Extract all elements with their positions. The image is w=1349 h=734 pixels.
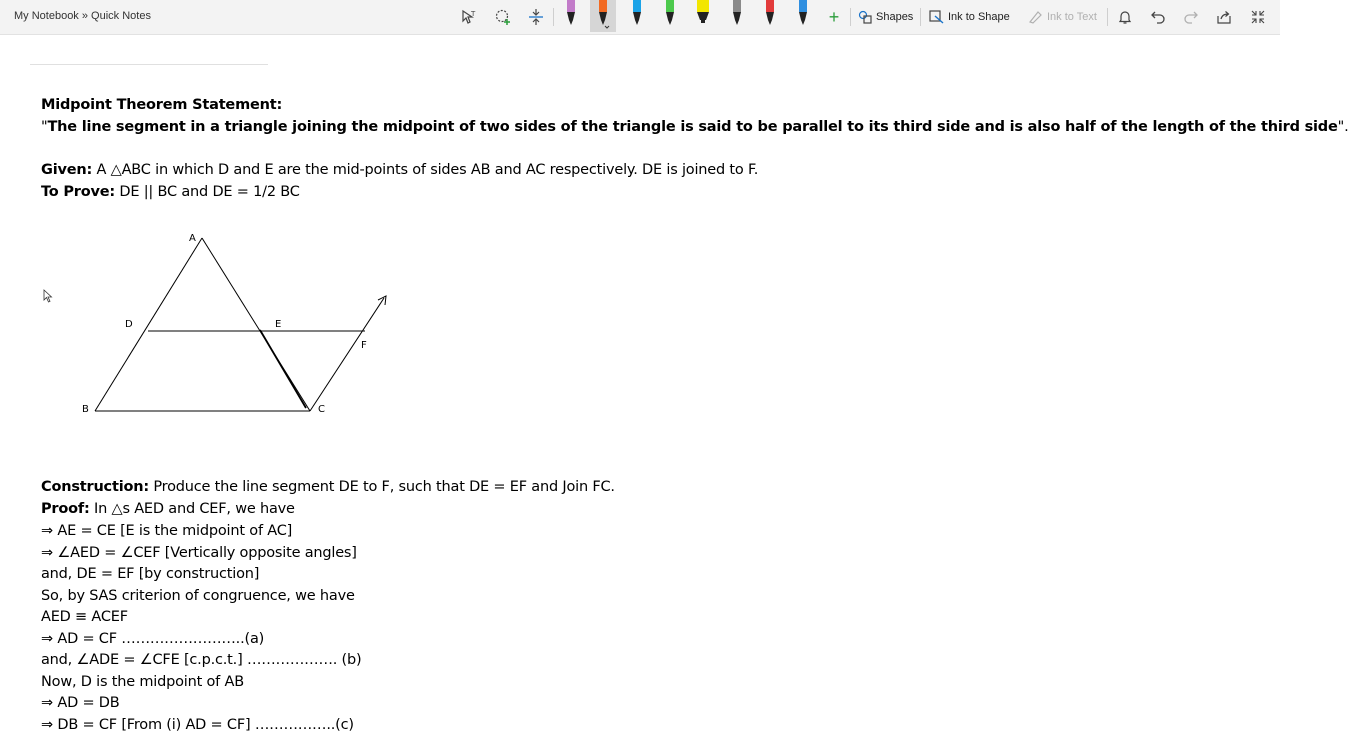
undo-icon[interactable] xyxy=(1147,6,1169,28)
proof-step: and, ∠ADE = ∠CFE [c.p.c.t.] ………………. (b) xyxy=(41,652,362,668)
label-d: D xyxy=(125,319,133,330)
note-page[interactable] xyxy=(0,35,1349,733)
overstroke-ec xyxy=(260,330,306,408)
bell-icon[interactable] xyxy=(1114,6,1136,28)
ink-to-text-label: Ink to Text xyxy=(1047,11,1097,23)
proof-step: ⇒ AD = CF ……………………..(a) xyxy=(41,630,265,647)
label-e: E xyxy=(275,319,282,330)
pen-blue-icon[interactable] xyxy=(790,0,816,32)
proof-step-cut: ⇒ DB = CF [From (i) AD = CF] ……………..(c) xyxy=(41,717,354,733)
svg-text:T: T xyxy=(471,10,476,18)
insert-space-icon[interactable] xyxy=(525,6,547,28)
proof-step: ⇒ ∠AED = ∠CEF [Vertically opposite angles] xyxy=(41,544,357,561)
ink-to-shape-label: Ink to Shape xyxy=(948,11,1010,23)
proof-step: and, DE = EF [by construction] xyxy=(41,566,260,582)
label-b: B xyxy=(82,404,89,415)
proof-step: Now, D is the midpoint of AB xyxy=(41,673,244,690)
breadcrumb[interactable]: My Notebook » Quick Notes xyxy=(14,10,151,22)
side-ab xyxy=(95,238,202,411)
exit-full-screen-icon[interactable] xyxy=(1247,6,1269,28)
construction-line: Construction: Produce the line segment DE to F, such that DE = EF and Join FC. xyxy=(41,479,615,495)
given-line: Given: A △ABC in which D and E are the mid-points of sides AB and AC respectively. DE is joined to F. xyxy=(41,162,759,178)
toolbar xyxy=(0,0,1280,35)
ink-to-text-icon xyxy=(1028,10,1043,24)
ink-to-text-button[interactable] xyxy=(1028,8,1097,26)
share-icon[interactable] xyxy=(1213,6,1235,28)
redo-icon[interactable] xyxy=(1180,6,1202,28)
page-title-underline xyxy=(30,64,268,65)
label-a: A xyxy=(189,233,196,244)
mouse-cursor-icon xyxy=(43,289,53,303)
shapes-icon xyxy=(858,10,872,24)
highlighter-yellow-icon[interactable] xyxy=(690,0,716,32)
proof-step: ⇒ AD = DB xyxy=(41,695,120,711)
theorem-statement: "The line segment in a triangle joining the midpoint of two sides of the triangle is said to be parallel to its third side and is also half of the length of the third side". xyxy=(41,119,1349,135)
pen-gray-icon[interactable] xyxy=(724,0,750,32)
proof-step: So, by SAS criterion of congruence, we have xyxy=(41,587,355,604)
side-ac xyxy=(202,238,310,411)
proof-step: ⇒ AE = CE [E is the midpoint of AC] xyxy=(41,523,293,539)
pen-green-icon[interactable] xyxy=(657,0,683,32)
ink-to-shape-button[interactable] xyxy=(929,8,1010,26)
shapes-button[interactable] xyxy=(858,8,913,26)
lasso-select-icon[interactable] xyxy=(458,6,480,28)
to-prove-line: To Prove: DE || BC and DE = 1/2 BC xyxy=(41,184,300,200)
ink-to-shape-icon xyxy=(929,10,944,24)
pen-orange-icon[interactable] xyxy=(590,0,616,32)
pen-black-pink-icon[interactable] xyxy=(558,0,584,32)
proof-line: Proof: In △s AED and CEF, we have xyxy=(41,501,295,517)
label-c: C xyxy=(318,404,325,415)
pen-galaxy-icon[interactable] xyxy=(757,0,783,32)
pen-cyan-icon[interactable] xyxy=(624,0,650,32)
add-pen-icon[interactable]: + xyxy=(828,7,840,27)
lasso-icon[interactable] xyxy=(492,6,514,28)
line-cf xyxy=(310,298,384,411)
shapes-label: Shapes xyxy=(876,11,914,23)
proof-step: AED ≡ ACEF xyxy=(41,609,128,625)
label-f: F xyxy=(361,340,367,351)
theorem-heading: Midpoint Theorem Statement: xyxy=(41,97,283,113)
triangle-figure xyxy=(70,230,400,450)
